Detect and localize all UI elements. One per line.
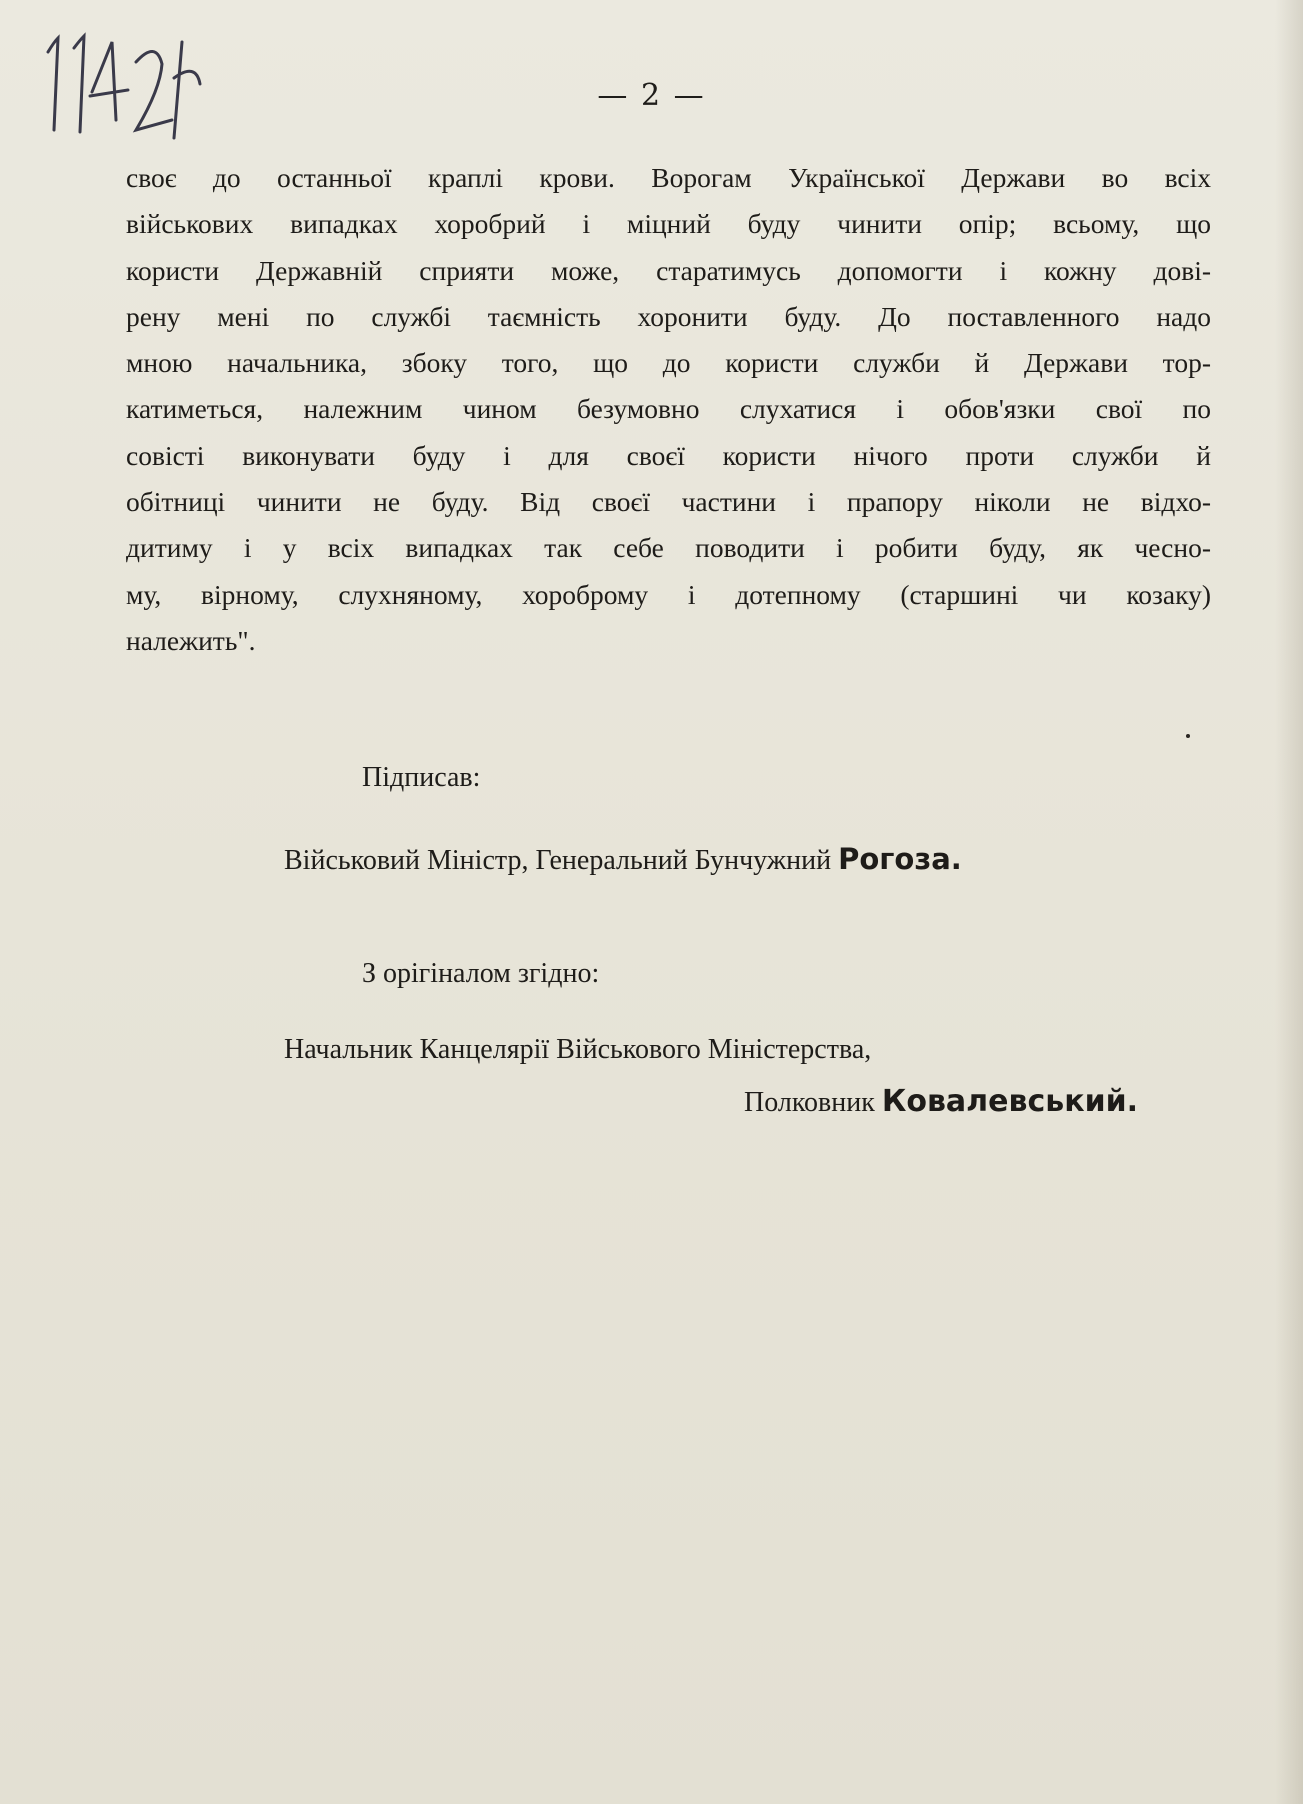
text-line: катиметься, належним чином безумовно слухатися і обов'язки свої по (126, 393, 1211, 425)
oath-text (126, 155, 1211, 664)
text-line: му, вірному, слухняному, хороброму і дотепному (старшині чи козаку) (126, 578, 1211, 610)
text-line: належить". (126, 624, 256, 656)
text-line: військових випадках хоробрий і міцний буду чинити опір; всьому, що (126, 208, 1211, 240)
text-line: користи Державній сприяти може, старатимусь допомогти і кожну дові- (126, 254, 1211, 286)
text-line: мною начальника, збоку того, що до користи служби й Держави тор- (126, 347, 1211, 379)
certification-label: З орігіналом згідно: (362, 958, 600, 989)
text-line: совісті виконувати буду і для своєї користи нічого проти служби й (126, 439, 1211, 471)
text-line: дитиму і у всіх випадках так себе поводити і робити буду, як чесно- (126, 532, 1211, 564)
ink-dot (1186, 734, 1190, 738)
paper-edge-shadow (1275, 0, 1303, 1804)
text-line: обітниці чинити не буду. Від своєї частини і прапору ніколи не відхо- (126, 486, 1211, 518)
text-line: своє до останньої краплі крови. Ворогам Української Держави во всіх (126, 162, 1211, 193)
colonel-name: Ковалевський. (881, 1084, 1139, 1119)
text-line: рену мені по службі таємність хоронити буду. До поставленного надо (126, 300, 1211, 332)
colonel-signature-line (744, 1084, 1138, 1119)
minister-title: Військовий Міністр, Генеральний Бунчужний (284, 845, 832, 876)
page-number: — 2 — (597, 78, 706, 113)
signed-label: Підписав: (362, 762, 481, 793)
colonel-rank: Полковник (744, 1087, 875, 1118)
minister-name: Рогоза. (838, 842, 962, 876)
minister-signature-line (284, 842, 962, 877)
chancellery-chief-title: Начальник Канцелярії Військового Міністерства, (284, 1034, 872, 1065)
